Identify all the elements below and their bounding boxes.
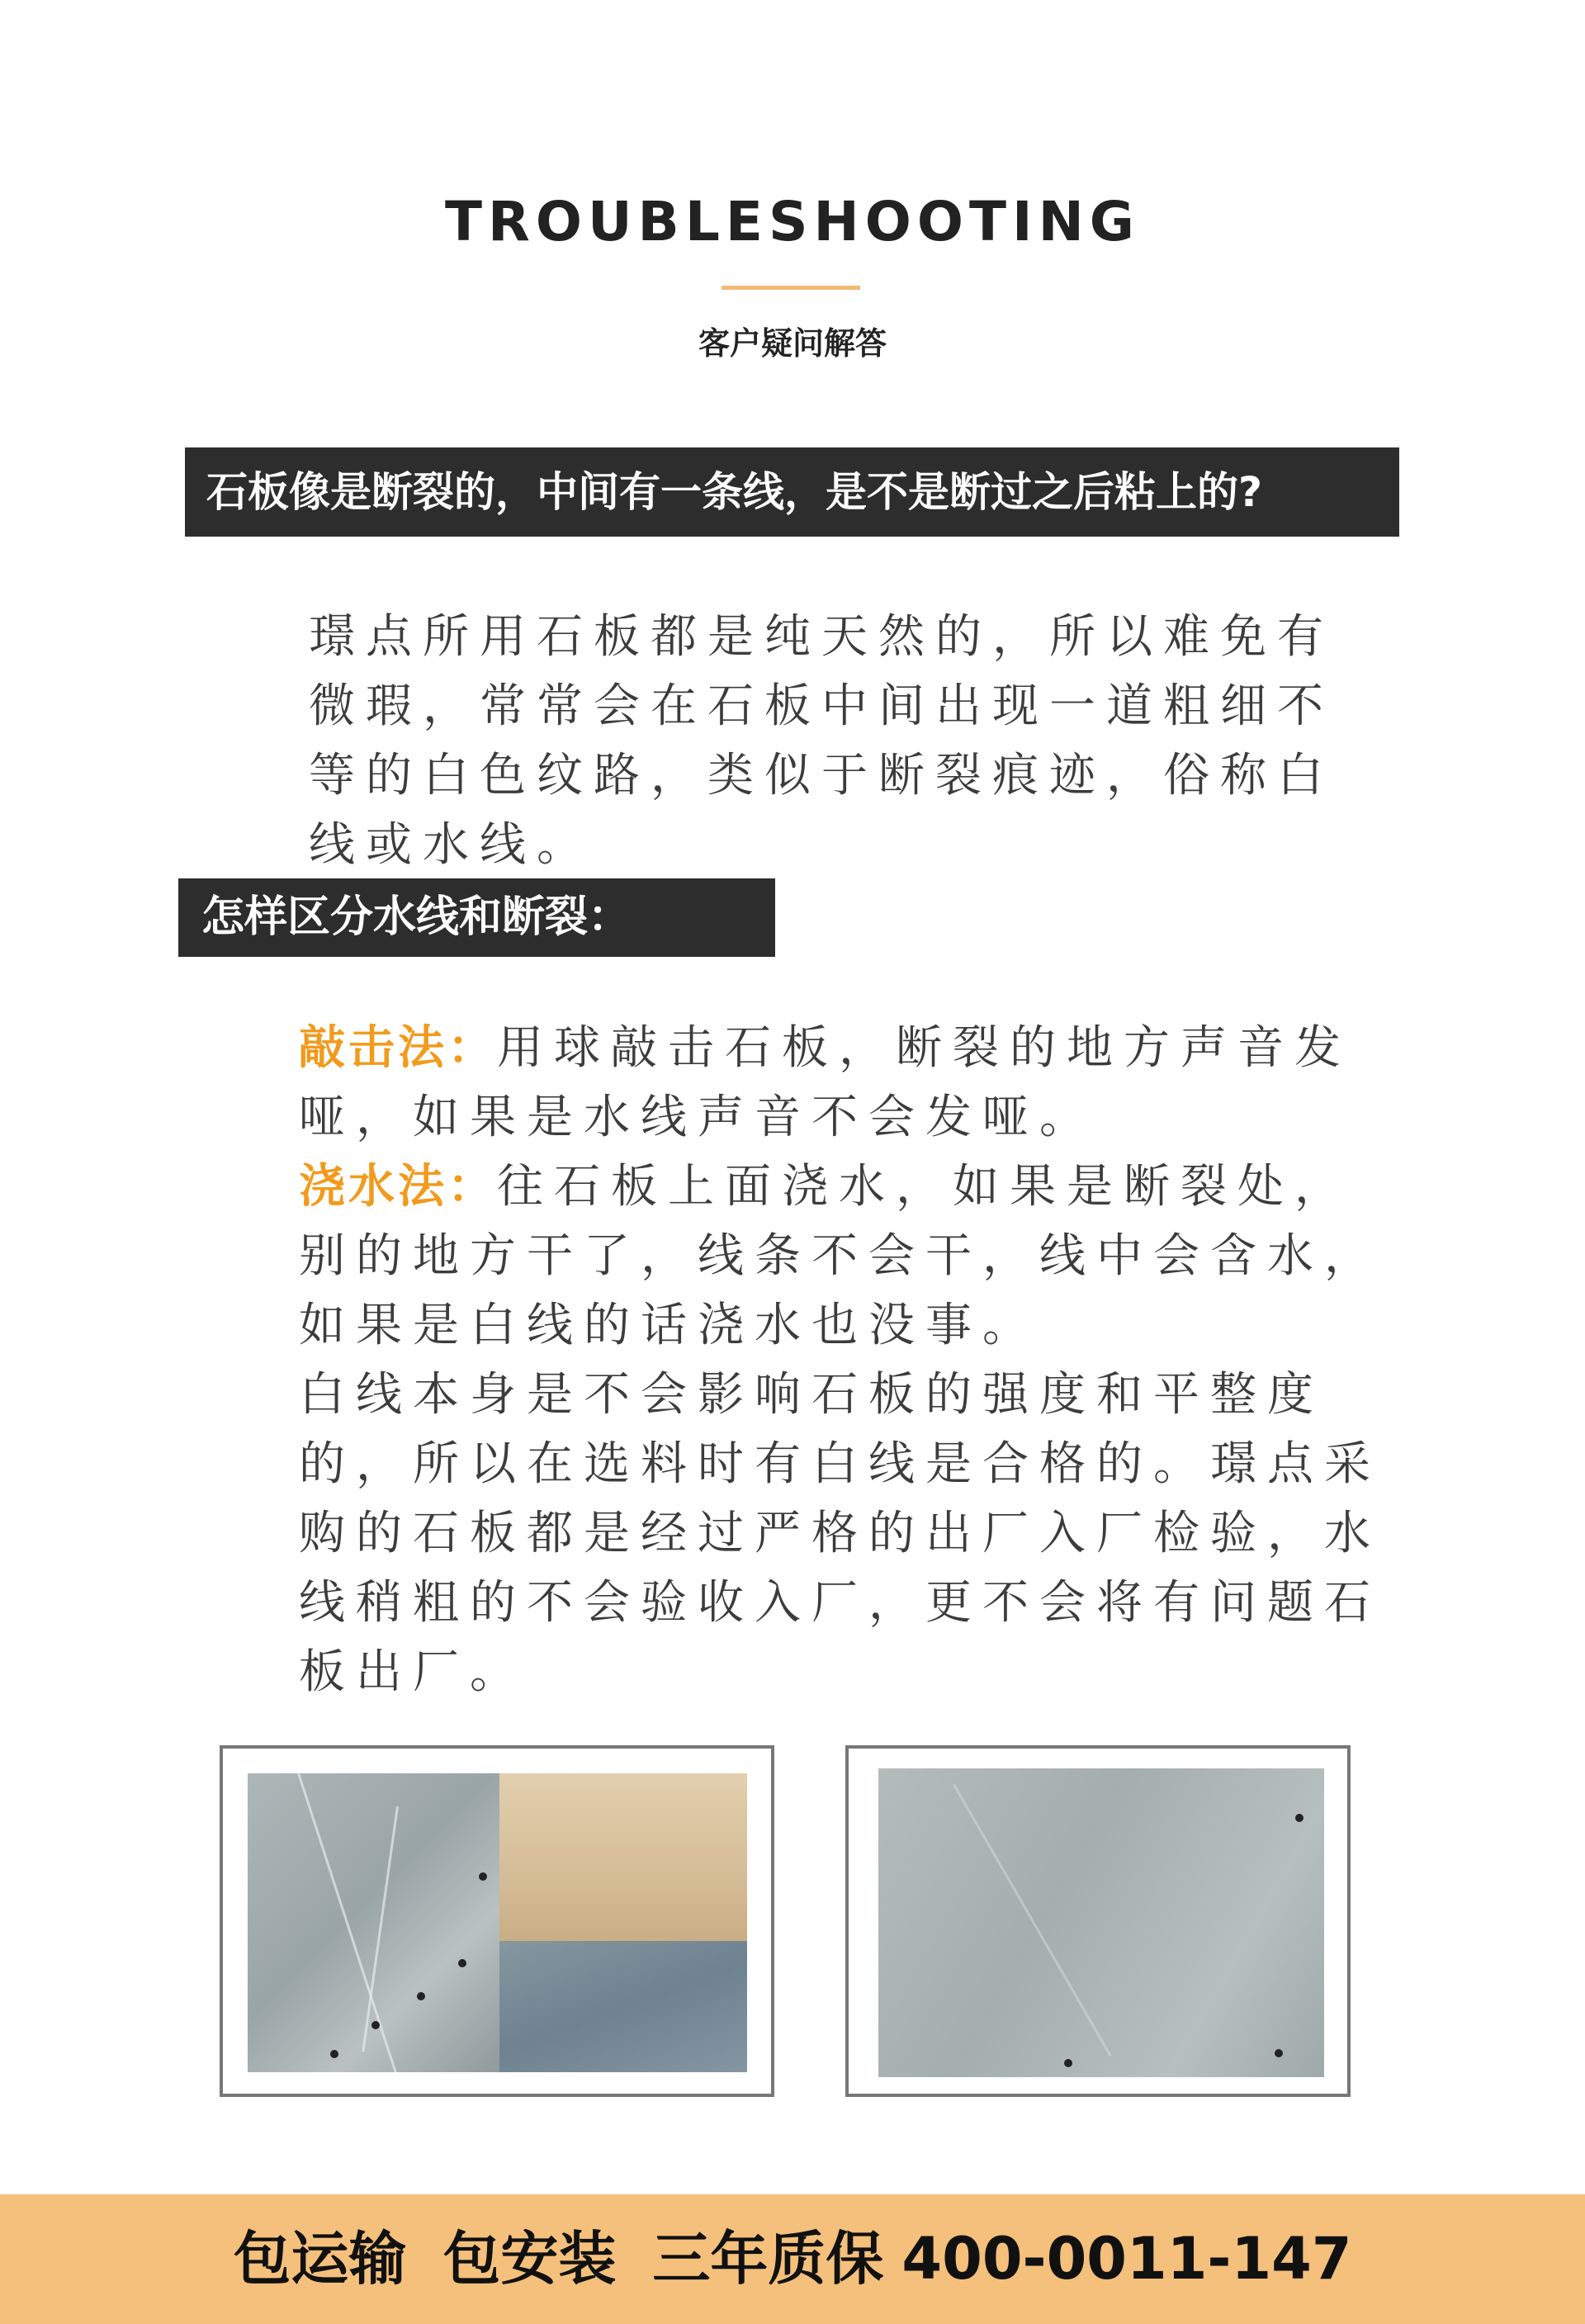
white-line: [297, 1773, 407, 2072]
title-underline: [722, 286, 860, 290]
hole: [330, 2050, 338, 2058]
slate-closeup: [499, 1941, 747, 2072]
hole: [479, 1872, 487, 1881]
hole: [458, 1959, 466, 1967]
question2-answer: [206, 1014, 1395, 1707]
method1-text: 用球敲击石板，断裂的地方声音发哑，如果是水线声音不会发哑。: [299, 1021, 1351, 1144]
footer-shipping: 包运输: [233, 2225, 407, 2293]
hole: [1275, 2049, 1283, 2057]
hole: [1064, 2059, 1072, 2067]
paper-backdrop: [499, 1773, 747, 1941]
page-subtitle: 客户疑问解答: [698, 325, 887, 362]
hole: [371, 2021, 380, 2029]
hole: [1295, 1814, 1303, 1822]
page-title: TROUBLESHOOTING: [445, 190, 1140, 253]
method2-paragraph: [206, 1153, 1395, 1361]
question1-heading: 石板像是断裂的，中间有一条线，是不是断过之后粘上的?: [185, 447, 1399, 537]
question2-heading: 怎样区分水线和断裂：: [178, 878, 775, 957]
slate-photo-closeup: [499, 1773, 747, 2072]
footer-installation: 包安装: [442, 2225, 617, 2293]
slate-photo-full: [878, 1768, 1324, 2077]
hole: [417, 1992, 425, 2000]
white-line: [953, 1784, 1112, 2057]
method1-label: 敲击法：: [299, 1021, 497, 1075]
question1-answer: [216, 603, 1389, 880]
method2-text: 往石板上面浇水，如果是断裂处，别的地方干了，线条不会干，线中会含水，如果是白线的话浇水也没事。: [299, 1160, 1381, 1352]
slate-photo-frame-right: [845, 1745, 1351, 2097]
footer-banner: [0, 2194, 1585, 2324]
footer-warranty: 三年质保: [652, 2225, 884, 2293]
method2-label: 浇水法：: [299, 1160, 497, 1214]
conclusion-paragraph: 白线本身是不会影响石板的强度和平整度的，所以在选料时有白线是合格的。璟点采购的石板都是经过严格的出厂入厂检验，水线稍粗的不会验收入厂，更不会将有问题石板出厂。: [299, 1368, 1381, 1699]
white-line: [362, 1806, 399, 2052]
answer-text: 璟点所用石板都是纯天然的，所以难免有微瑕，常常会在石板中间出现一道粗细不等的白色纹路，类似于断裂痕迹，俗称白线或水线。: [309, 610, 1334, 872]
method1-paragraph: [206, 1014, 1395, 1153]
footer-phone: 400-0011-147: [901, 2225, 1352, 2293]
slate-photo-surface: [248, 1773, 499, 2072]
slate-photo-frame-left: [220, 1745, 774, 2097]
